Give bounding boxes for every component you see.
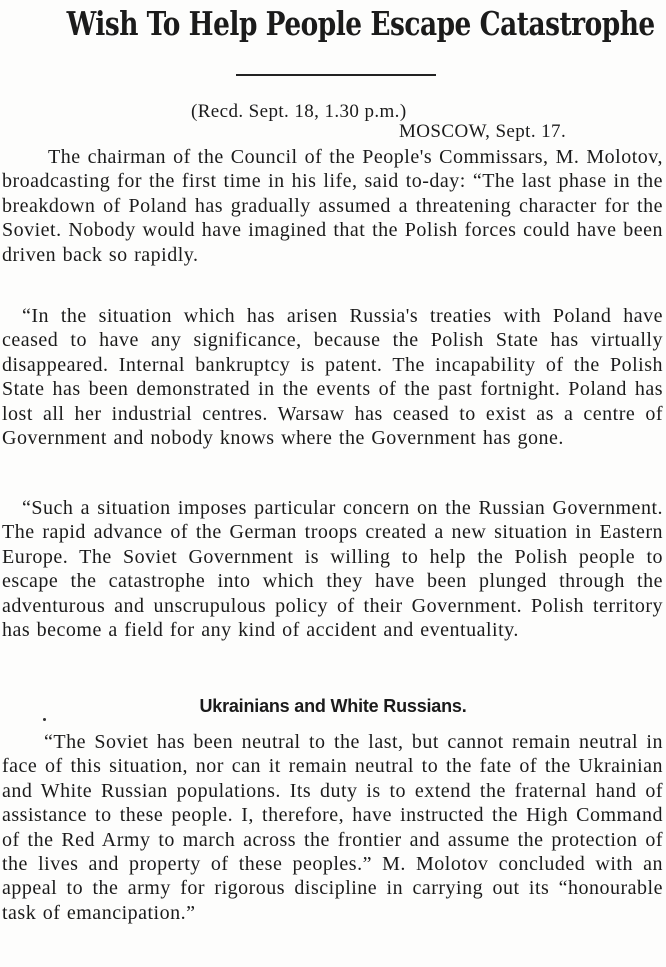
paragraph-2: “In the situation which has arisen Russia's treaties with Poland have ceased to have any significance, because the Polish State has virtually disappeared. Internal bankruptcy is patent. The incapability of the Polish State has been demonstrated in the events of the past fortnight. Poland has lost all her industrial centres. Warsaw has ceased to exist as a centre of Government and nobody knows where the Government has gone. xyxy=(2,305,663,450)
headline-rule xyxy=(236,74,436,76)
headline: Wish To Help People Escape Catastrophe xyxy=(66,4,655,43)
paragraph-4: “The Soviet has been neutral to the last, but cannot remain neutral in face of this situation, nor can it remain neutral to the fate of the Ukrainian and White Russian populations. Its duty is to extend the fraternal hand of assistance to these people. I, therefore, have instructed the High Command of the Red Army to march across the frontier and assume the protection of the lives and property of these peoples.” M. Molotov concluded with an appeal to the army for rigorous discipline in carrying out its “honourable task of emancipation.” xyxy=(2,731,663,924)
received-time: (Recd. Sept. 18, 1.30 p.m.) xyxy=(191,101,407,122)
dateline: MOSCOW, Sept. 17. xyxy=(399,121,567,142)
subheading: Ukrainians and White Russians. xyxy=(199,696,467,716)
ink-speck xyxy=(43,718,46,721)
paragraph-3: “Such a situation imposes particular concern on the Russian Government. The rapid advance of the German troops created a new situation in Eastern Europe. The Soviet Government is willing to help the Polish people to escape the catastrophe into which they have been plunged through the adventurous and unscrupulous policy of their Government. Polish territory has become a field for any kind of accident and eventuality. xyxy=(2,497,663,642)
paragraph-1: The chairman of the Council of the People's Commissars, M. Molotov, broadcasting for the first time in his life, said to-day: “The last phase in the breakdown of Poland has gradually assumed a threatening character for the Soviet. Nobody would have imagined that the Polish forces could have been driven back so rapidly. xyxy=(2,146,663,266)
